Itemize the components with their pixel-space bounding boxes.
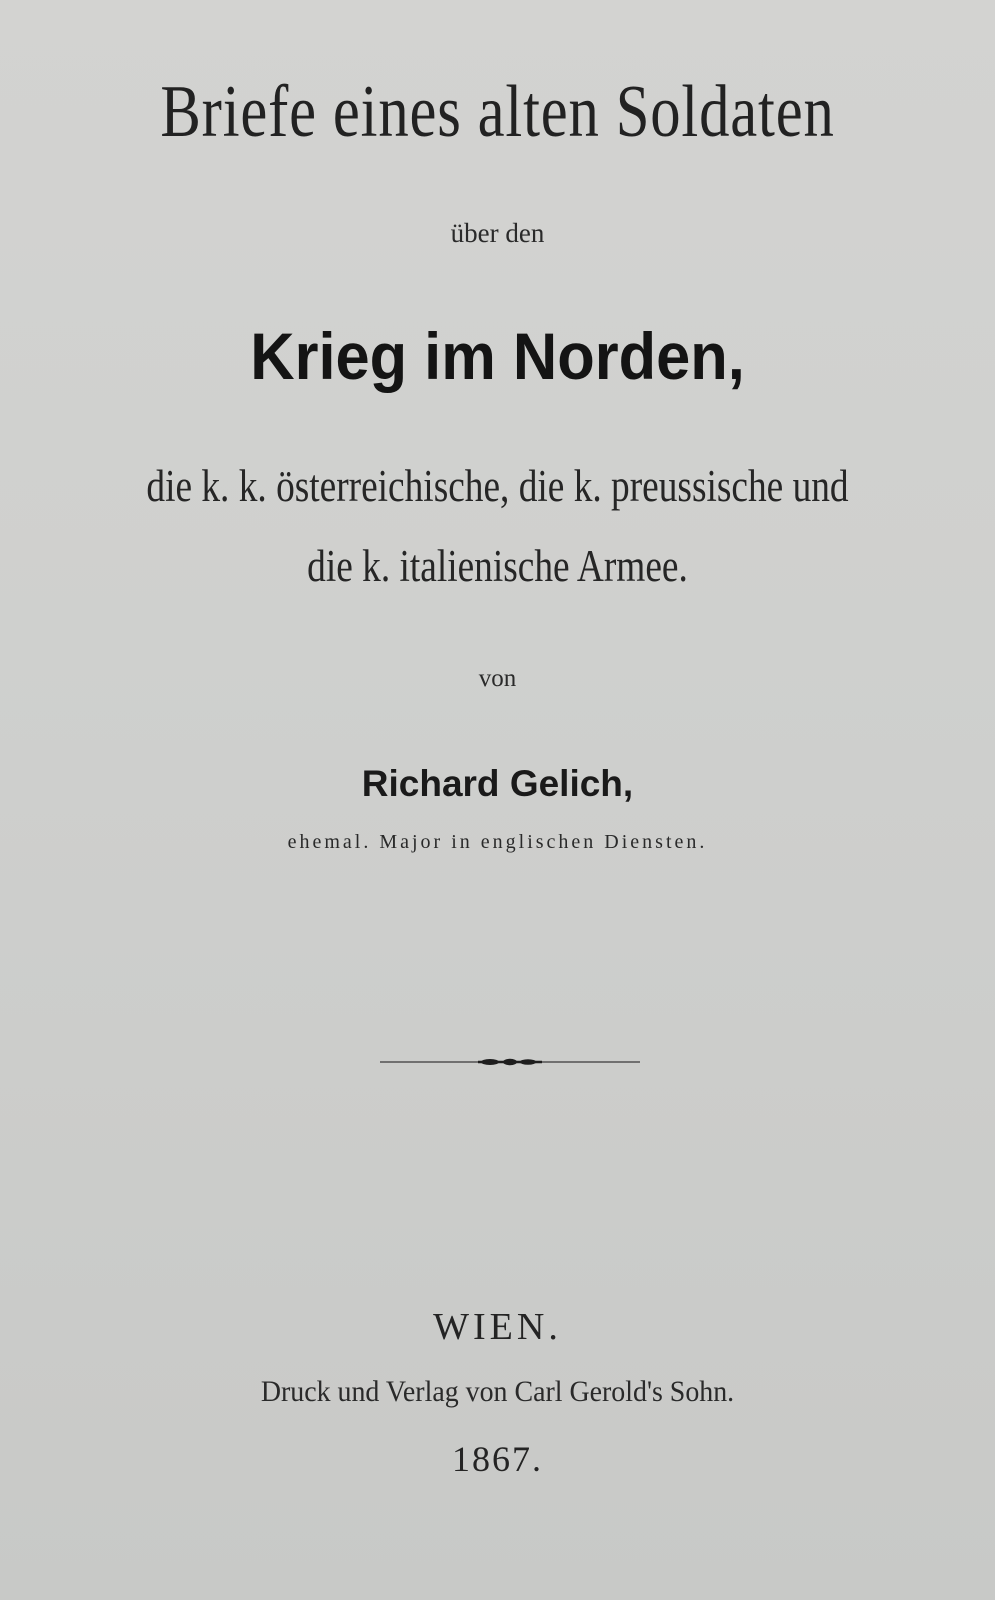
connector-text: über den (450, 218, 545, 248)
by-text: von (478, 665, 517, 692)
publisher-line: Druck und Verlag von Carl Gerold's Sohn. (260, 1375, 735, 1408)
ornamental-rule-icon (380, 1055, 640, 1069)
armies-line-2: die k. italienische Armee. (307, 541, 688, 591)
main-title: Briefe eines alten Soldaten (160, 71, 835, 153)
subject-title: Krieg im Norden, (250, 319, 745, 393)
publication-year: 1867. (452, 1439, 543, 1479)
armies-line-1: die k. k. österreichische, die k. preussische und (146, 461, 849, 511)
publication-city: WIEN. (433, 1306, 562, 1348)
author-title: ehemal. Major in englischen Diensten. (287, 831, 708, 853)
author-name: Richard Gelich, (361, 763, 634, 804)
